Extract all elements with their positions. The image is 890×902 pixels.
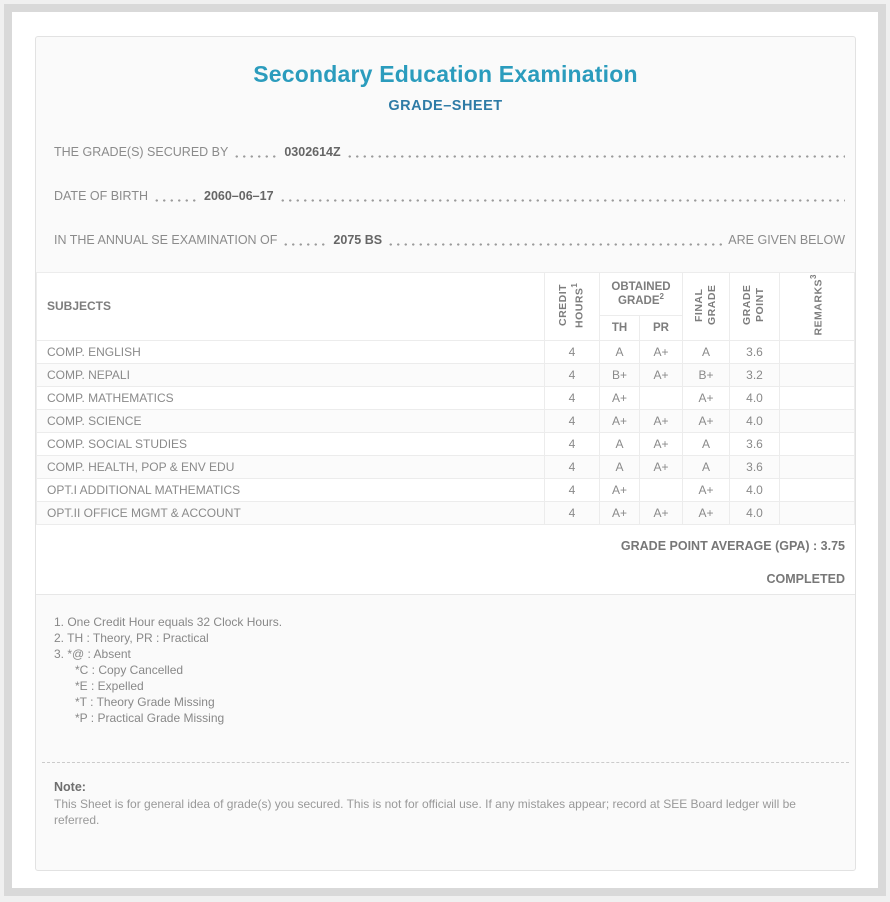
th-grade-cell: A+ bbox=[599, 478, 639, 501]
subject-cell: COMP. NEPALI bbox=[37, 363, 545, 386]
result-summary bbox=[36, 525, 855, 595]
footnote-line: 1. One Credit Hour equals 32 Clock Hours. bbox=[54, 614, 283, 629]
credit-hours-header-label: CREDIT HOURS$^1$ bbox=[557, 282, 586, 328]
remarks-cell bbox=[780, 455, 855, 478]
credit-hours-cell: 4 bbox=[544, 501, 599, 524]
pr-subheader: PR bbox=[639, 315, 682, 340]
examination-suffix: ARE GIVEN BELOW bbox=[728, 233, 845, 247]
page-subtitle: GRADE–SHEET bbox=[388, 98, 503, 114]
date-of-birth-label: DATE OF BIRTH bbox=[54, 189, 148, 203]
note-section bbox=[36, 763, 855, 828]
footnote-line: *P : Practical Grade Missing bbox=[75, 710, 225, 725]
grade-point-cell: 4.0 bbox=[730, 409, 780, 432]
remarks-cell bbox=[780, 363, 855, 386]
dot-leader bbox=[279, 191, 845, 204]
remarks-cell bbox=[780, 478, 855, 501]
footnote-line: 2. TH : Theory, PR : Practical bbox=[54, 630, 209, 645]
pr-grade-cell: A+ bbox=[639, 455, 682, 478]
footnote-line: *C : Copy Cancelled bbox=[75, 662, 184, 677]
dot-leader bbox=[233, 147, 279, 160]
final-grade-cell: A+ bbox=[683, 478, 730, 501]
final-grade-cell: A+ bbox=[683, 386, 730, 409]
th-grade-cell: A+ bbox=[599, 501, 639, 524]
dot-leader bbox=[282, 235, 328, 248]
remarks-header bbox=[780, 273, 855, 341]
result-status: COMPLETED bbox=[766, 571, 845, 586]
obtained-grade-header bbox=[599, 273, 682, 316]
subject-cell: COMP. HEALTH, POP & ENV EDU bbox=[37, 455, 545, 478]
footnote-line: 3. *@ : Absent bbox=[54, 646, 131, 661]
info-row-grades-secured bbox=[54, 145, 845, 160]
grade-point-cell: 3.6 bbox=[730, 340, 780, 363]
outer-frame bbox=[4, 4, 886, 896]
grade-point-cell: 4.0 bbox=[730, 386, 780, 409]
table-row bbox=[37, 340, 855, 363]
th-subheader: TH bbox=[599, 315, 639, 340]
credit-hours-cell: 4 bbox=[544, 409, 599, 432]
subject-cell: OPT.I ADDITIONAL MATHEMATICS bbox=[37, 478, 545, 501]
credit-hours-cell: 4 bbox=[544, 386, 599, 409]
table-row bbox=[37, 409, 855, 432]
final-grade-cell: A+ bbox=[683, 409, 730, 432]
final-grade-header-label: FINAL GRADE bbox=[692, 284, 718, 325]
final-grade-cell: A bbox=[683, 455, 730, 478]
credit-hours-header bbox=[544, 273, 599, 341]
note-heading: Note: bbox=[54, 779, 86, 794]
grade-point-cell: 4.0 bbox=[730, 478, 780, 501]
th-grade-cell: B+ bbox=[599, 363, 639, 386]
remarks-header-label: REMARKS$^3$ bbox=[808, 274, 825, 336]
remarks-cell bbox=[780, 386, 855, 409]
final-grade-cell: A bbox=[683, 432, 730, 455]
final-grade-cell: A+ bbox=[683, 501, 730, 524]
final-grade-header bbox=[683, 273, 730, 341]
subject-cell: COMP. ENGLISH bbox=[37, 340, 545, 363]
credit-hours-cell: 4 bbox=[544, 363, 599, 386]
pr-grade-cell: A+ bbox=[639, 409, 682, 432]
gpa-line: GRADE POINT AVERAGE (GPA) : 3.75 bbox=[620, 538, 845, 553]
grade-point-header-label: GRADE POINT bbox=[741, 284, 767, 325]
info-row-date-of-birth bbox=[54, 189, 845, 204]
grade-point-cell: 4.0 bbox=[730, 501, 780, 524]
card-header bbox=[36, 37, 855, 114]
date-of-birth-value: 2060–06–17 bbox=[204, 189, 274, 203]
pr-grade-cell: A+ bbox=[639, 340, 682, 363]
footnote-line: *E : Expelled bbox=[75, 678, 144, 693]
grade-point-cell: 3.2 bbox=[730, 363, 780, 386]
credit-hours-cell: 4 bbox=[544, 478, 599, 501]
table-row bbox=[37, 455, 855, 478]
grade-point-cell: 3.6 bbox=[730, 432, 780, 455]
grade-sheet-card bbox=[35, 36, 856, 871]
pr-grade-cell: A+ bbox=[639, 501, 682, 524]
dot-leader bbox=[346, 147, 845, 160]
subject-cell: COMP. MATHEMATICS bbox=[37, 386, 545, 409]
remarks-cell bbox=[780, 340, 855, 363]
grades-secured-label: THE GRADE(S) SECURED BY bbox=[54, 145, 229, 159]
credit-hours-cell: 4 bbox=[544, 340, 599, 363]
table-row bbox=[37, 363, 855, 386]
pr-grade-cell: A+ bbox=[639, 432, 682, 455]
credit-hours-cell: 4 bbox=[544, 432, 599, 455]
th-grade-cell: A+ bbox=[599, 409, 639, 432]
th-grade-cell: A bbox=[599, 340, 639, 363]
remarks-cell bbox=[780, 432, 855, 455]
symbol-number-value: 0302614Z bbox=[284, 145, 341, 159]
pr-grade-cell bbox=[639, 386, 682, 409]
obtained-grade-header-label: OBTAINED GRADE$^2$ bbox=[611, 280, 671, 308]
credit-hours-cell: 4 bbox=[544, 455, 599, 478]
dot-leader bbox=[387, 235, 723, 248]
subject-cell: COMP. SOCIAL STUDIES bbox=[37, 432, 545, 455]
note-text: This Sheet is for general idea of grade(s) you secured. This is not for official use. If any mistakes appear; record at SEE Board ledger will be referred. bbox=[54, 796, 796, 827]
grade-point-header bbox=[730, 273, 780, 341]
th-grade-cell: A bbox=[599, 455, 639, 478]
student-info bbox=[36, 145, 855, 248]
table-row bbox=[37, 478, 855, 501]
table-row bbox=[37, 501, 855, 524]
subject-cell: COMP. SCIENCE bbox=[37, 409, 545, 432]
table-row bbox=[37, 386, 855, 409]
remarks-cell bbox=[780, 501, 855, 524]
remarks-cell bbox=[780, 409, 855, 432]
final-grade-cell: A bbox=[683, 340, 730, 363]
table-header-row-1 bbox=[37, 273, 855, 316]
page-title: Secondary Education Examination bbox=[253, 61, 638, 87]
final-grade-cell: B+ bbox=[683, 363, 730, 386]
subject-cell: OPT.II OFFICE MGMT & ACCOUNT bbox=[37, 501, 545, 524]
page bbox=[12, 12, 878, 888]
pr-grade-cell bbox=[639, 478, 682, 501]
table-row bbox=[37, 432, 855, 455]
grade-point-cell: 3.6 bbox=[730, 455, 780, 478]
pr-grade-cell: A+ bbox=[639, 363, 682, 386]
examination-year-value: 2075 BS bbox=[333, 233, 383, 247]
subjects-header-label: SUBJECTS bbox=[47, 299, 112, 314]
grades-table bbox=[36, 272, 855, 525]
footnote-line: *T : Theory Grade Missing bbox=[75, 694, 215, 709]
examination-label: IN THE ANNUAL SE EXAMINATION OF bbox=[54, 233, 278, 247]
th-grade-cell: A bbox=[599, 432, 639, 455]
dot-leader bbox=[153, 191, 199, 204]
footnotes bbox=[36, 595, 855, 726]
th-grade-cell: A+ bbox=[599, 386, 639, 409]
subjects-header bbox=[37, 273, 545, 341]
info-row-examination bbox=[54, 233, 845, 248]
